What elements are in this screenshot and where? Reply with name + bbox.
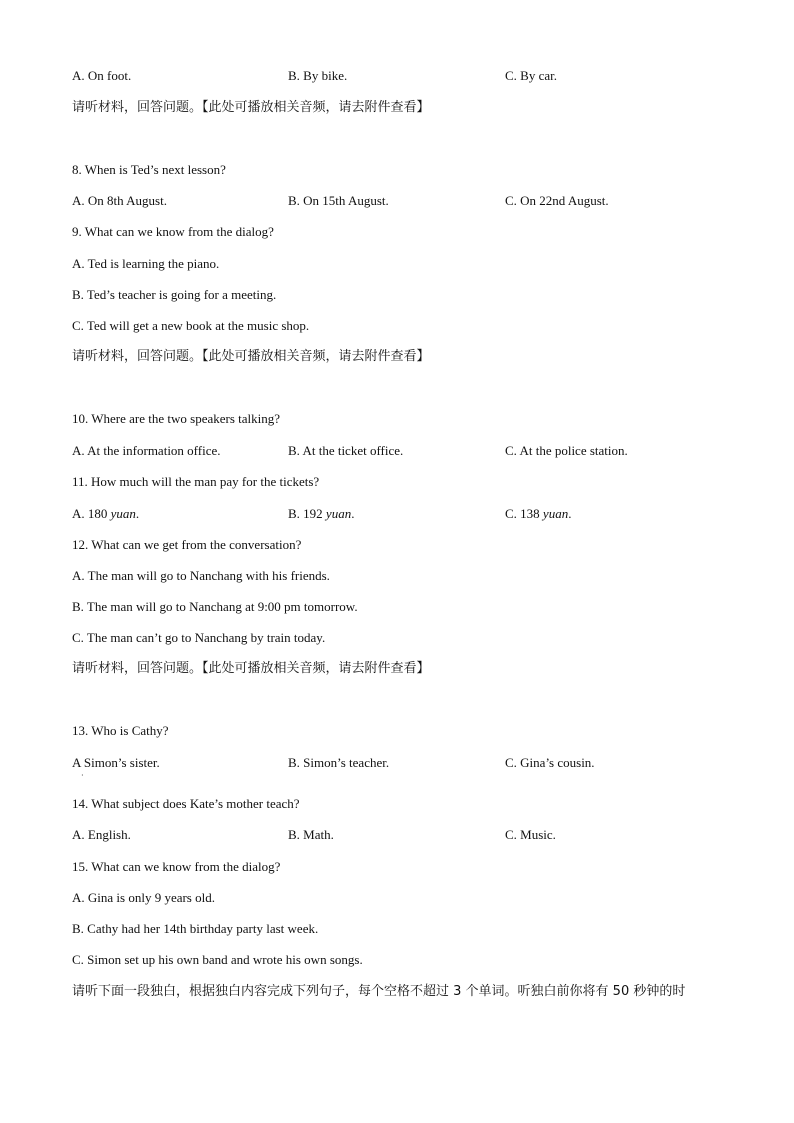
q7-option-b: B. By bike. xyxy=(288,68,348,83)
q13-option-c: C. Gina’s cousin. xyxy=(505,755,595,770)
q12-option-c: C. The man can’t go to Nanchang by train today. xyxy=(72,630,326,645)
q12-option-a: A. The man will go to Nanchang with his friends. xyxy=(72,568,330,583)
q9-option-c: C. Ted will get a new book at the music shop. xyxy=(72,318,310,333)
audio-instruction-3: 请听材料，回答问题。【此处可播放相关音频，请去附件查看】 xyxy=(72,661,430,676)
q11-option-a: A. 180 yuan. xyxy=(72,506,140,521)
q9-question: 9. What can we know from the dialog? xyxy=(72,224,274,239)
audio-instruction-1: 请听材料，回答问题。【此处可播放相关音频，请去附件查看】 xyxy=(72,100,430,115)
q8-option-c: C. On 22nd August. xyxy=(505,193,609,208)
q10-option-b: B. At the ticket office. xyxy=(288,443,404,458)
q10-option-a: A. At the information office. xyxy=(72,443,221,458)
q12-question: 12. What can we get from the conversation? xyxy=(72,537,302,552)
q15-option-a: A. Gina is only 9 years old. xyxy=(72,890,215,905)
q11-option-c: C. 138 yuan. xyxy=(505,506,572,521)
q10-option-c: C. At the police station. xyxy=(505,443,628,458)
q9-option-a: A. Ted is learning the piano. xyxy=(72,256,220,271)
audio-instruction-2: 请听材料，回答问题。【此处可播放相关音频，请去附件查看】 xyxy=(72,349,430,364)
q8-option-a: A. On 8th August. xyxy=(72,193,167,208)
q10-question: 10. Where are the two speakers talking? xyxy=(72,411,281,426)
q14-option-c: C. Music. xyxy=(505,827,556,842)
q14-option-b: B. Math. xyxy=(288,827,334,842)
q13-question: 13. Who is Cathy? xyxy=(72,723,169,738)
q8-question: 8. When is Ted’s next lesson? xyxy=(72,162,226,177)
q15-option-b: B. Cathy had her 14th birthday party last week. xyxy=(72,921,319,936)
q8-option-b: B. On 15th August. xyxy=(288,193,389,208)
monologue-instruction: 请听下面一段独白，根据独白内容完成下列句子，每个空格不超过 3 个单词。听独白前你将有 50 秒钟的时 xyxy=(72,984,686,999)
q15-question: 15. What can we know from the dialog? xyxy=(72,859,281,874)
q11-question: 11. How much will the man pay for the tickets? xyxy=(72,474,320,489)
q14-option-a: A. English. xyxy=(72,827,131,842)
option-dot-mark: · xyxy=(81,771,84,780)
q11-option-b: B. 192 yuan. xyxy=(288,506,355,521)
q9-option-b: B. Ted’s teacher is going for a meeting. xyxy=(72,287,277,302)
q7-option-c: C. By car. xyxy=(505,68,557,83)
q13-option-b: B. Simon’s teacher. xyxy=(288,755,390,770)
q14-question: 14. What subject does Kate’s mother teach? xyxy=(72,796,300,811)
q7-option-a: A. On foot. xyxy=(72,68,132,83)
q15-option-c: C. Simon set up his own band and wrote his own songs. xyxy=(72,952,363,967)
q13-option-a: A Simon’s sister. xyxy=(72,755,160,770)
q12-option-b: B. The man will go to Nanchang at 9:00 pm tomorrow. xyxy=(72,599,358,614)
